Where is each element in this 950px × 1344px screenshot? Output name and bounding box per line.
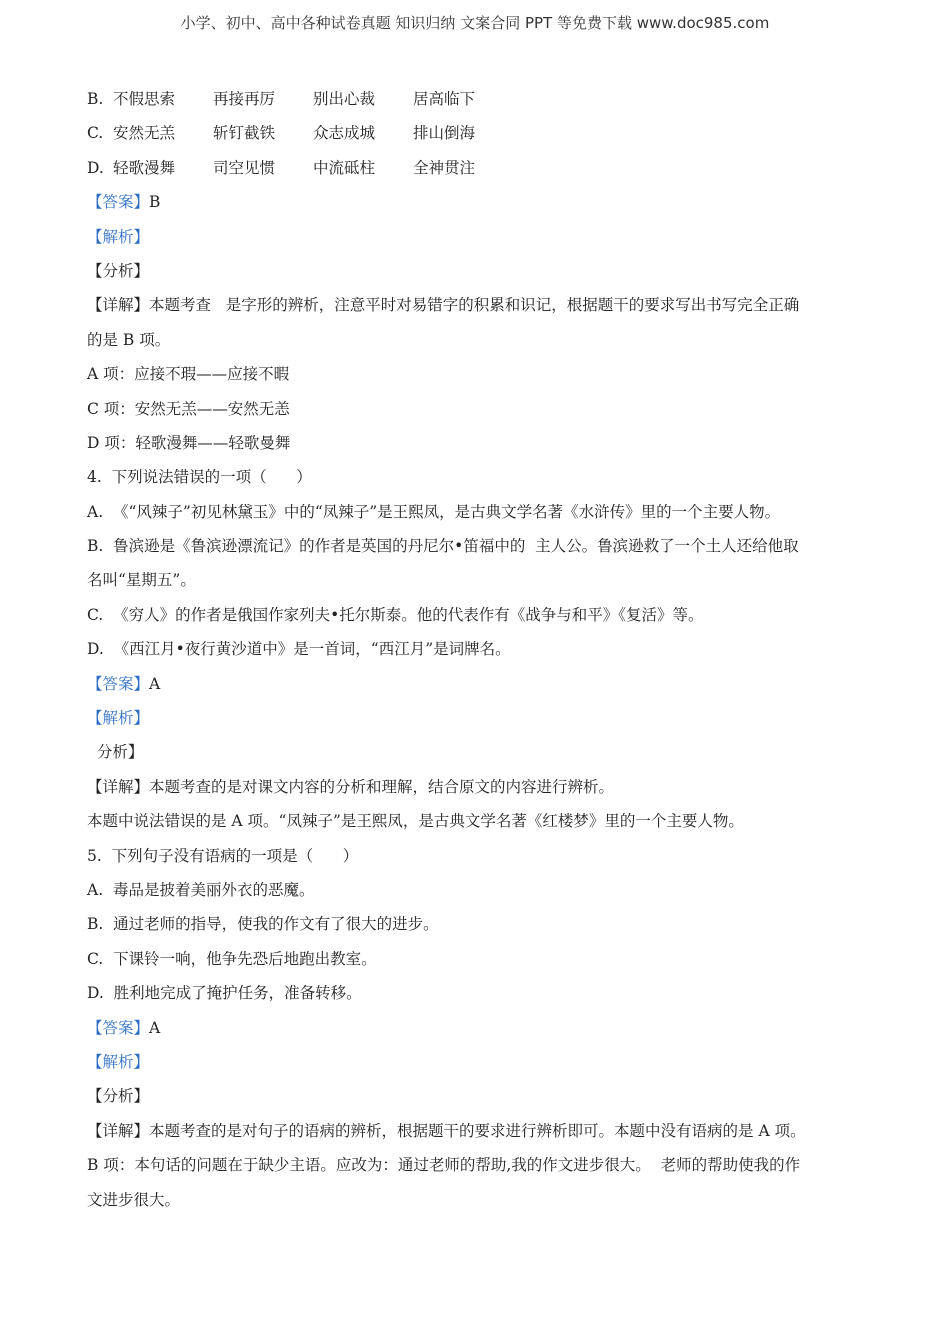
q4-note: 本题中说法错误的是 A 项。“凤辣子”是王熙凤，是古典文学名著《红楼梦》里的一个主要人物。: [87, 812, 744, 831]
q3-option-b: [87, 82, 867, 116]
q3-detail: [87, 288, 867, 322]
q3-fenxi: 【分析】: [87, 261, 150, 280]
answer-tag: 【答案】: [87, 674, 150, 693]
option-word: 中流砥柱: [313, 158, 376, 177]
answer-value: A: [149, 674, 161, 693]
q5-option-a: A. 毒品是披着美丽外衣的恶魔。: [87, 880, 315, 899]
option-word: 众志成城: [313, 124, 376, 143]
detail-text: 本题考查的是对课文内容的分析和理解，结合原文的内容进行辨析。: [149, 777, 615, 796]
q4-option-d: D. 《西江月•夜行黄沙道中》是一首词，“西江月”是词牌名。: [87, 640, 511, 659]
page-header: 小学、初中、高中各种试卷真题 知识归纳 文案合同 PPT 等免费下载 www.doc985.com: [180, 14, 770, 32]
q5-option-c: C. 下课铃一响，他争先恐后地跑出教室。: [87, 949, 377, 968]
answer-value: A: [149, 1018, 161, 1037]
answer-value: B: [149, 193, 161, 212]
option-word: 斩钉截铁: [213, 124, 276, 143]
option-word: 安然无羔: [113, 124, 176, 143]
q5-option-b: B. 通过老师的指导，使我的作文有了很大的进步。: [87, 915, 439, 934]
q4-answer: [87, 667, 867, 701]
q3-note-c: C 项：安然无羔——安然无恙: [87, 399, 290, 418]
q5-fenxi: 【分析】: [87, 1087, 150, 1106]
q3-detail-cont: 的是 B 项。: [87, 330, 171, 349]
option-word: 司空见惯: [213, 158, 276, 177]
option-word: 不假思索: [113, 90, 176, 108]
q4-jiexi: 【解析】: [87, 709, 150, 728]
option-word: 再接再厉: [213, 90, 276, 108]
q4-option-b-cont: 名叫“星期五”。: [87, 571, 196, 590]
detail-tag: 【详解】: [87, 777, 150, 796]
q4-fenxi: 分析】: [87, 743, 144, 762]
option-word: 居高临下: [413, 90, 476, 108]
q5-note-b: B 项：本句话的问题在于缺少主语。应改为：通过老师的帮助,我的作文进步很大。 老师的帮助使我的作: [87, 1156, 801, 1175]
option-label: B.: [87, 90, 104, 108]
q3-option-d: [87, 151, 867, 185]
q5-answer: [87, 1011, 867, 1045]
detail-tag: 【详解】: [87, 1121, 150, 1140]
q4-detail: [87, 770, 867, 804]
q3-note-a: A 项：应接不瑕——应接不暇: [87, 365, 290, 384]
q5-option-d: D. 胜利地完成了掩护任务，准备转移。: [87, 984, 362, 1003]
option-word: 全神贯注: [413, 158, 476, 177]
detail-text: 本题考查的是对句子的语病的辨析，根据题干的要求进行辨析即可。本题中没有语病的是 A 项。: [149, 1121, 806, 1140]
option-label: C.: [87, 124, 104, 143]
answer-tag: 【答案】: [87, 1018, 150, 1037]
q4-stem: 4. 下列说法错误的一项（ ）: [87, 468, 312, 487]
q5-note-b-cont: 文进步很大。: [87, 1190, 181, 1209]
option-label: D.: [87, 158, 104, 177]
answer-tag: 【答案】: [87, 193, 150, 212]
detail-tag: 【详解】: [87, 296, 150, 315]
q3-option-c: [87, 116, 867, 150]
option-word: 别出心裁: [313, 90, 376, 108]
q5-jiexi: 【解析】: [87, 1052, 150, 1071]
q4-option-a: A. 《“风辣子”初见林黛玉》中的“凤辣子”是王熙凤，是古典文学名著《水浒传》里的一个主要人物。: [87, 502, 781, 521]
q4-option-c: C. 《穷人》的作者是俄国作家列夫•托尔斯泰。他的代表作有《战争与和平》《复活》等。: [87, 605, 704, 624]
option-word: 轻歌漫舞: [113, 158, 176, 177]
document-body: [87, 82, 867, 1217]
detail-text: 本题考查 是字形的辨析，注意平时对易错字的积累和识记，根据题干的要求写出书写完全正确: [149, 296, 800, 315]
q3-note-d: D 项：轻歌漫舞——轻歌曼舞: [87, 433, 291, 452]
q3-jiexi: 【解析】: [87, 227, 150, 246]
q5-stem: 5. 下列句子没有语病的一项是（ ）: [87, 846, 359, 865]
q3-answer: [87, 185, 867, 219]
q4-option-b: B. 鲁滨逊是《鲁滨逊漂流记》的作者是英国的丹尼尔•笛福中的 主人公。鲁滨逊救了一个土人还给他取: [87, 537, 799, 556]
option-word: 排山倒海: [413, 124, 476, 143]
q5-detail: [87, 1114, 867, 1148]
